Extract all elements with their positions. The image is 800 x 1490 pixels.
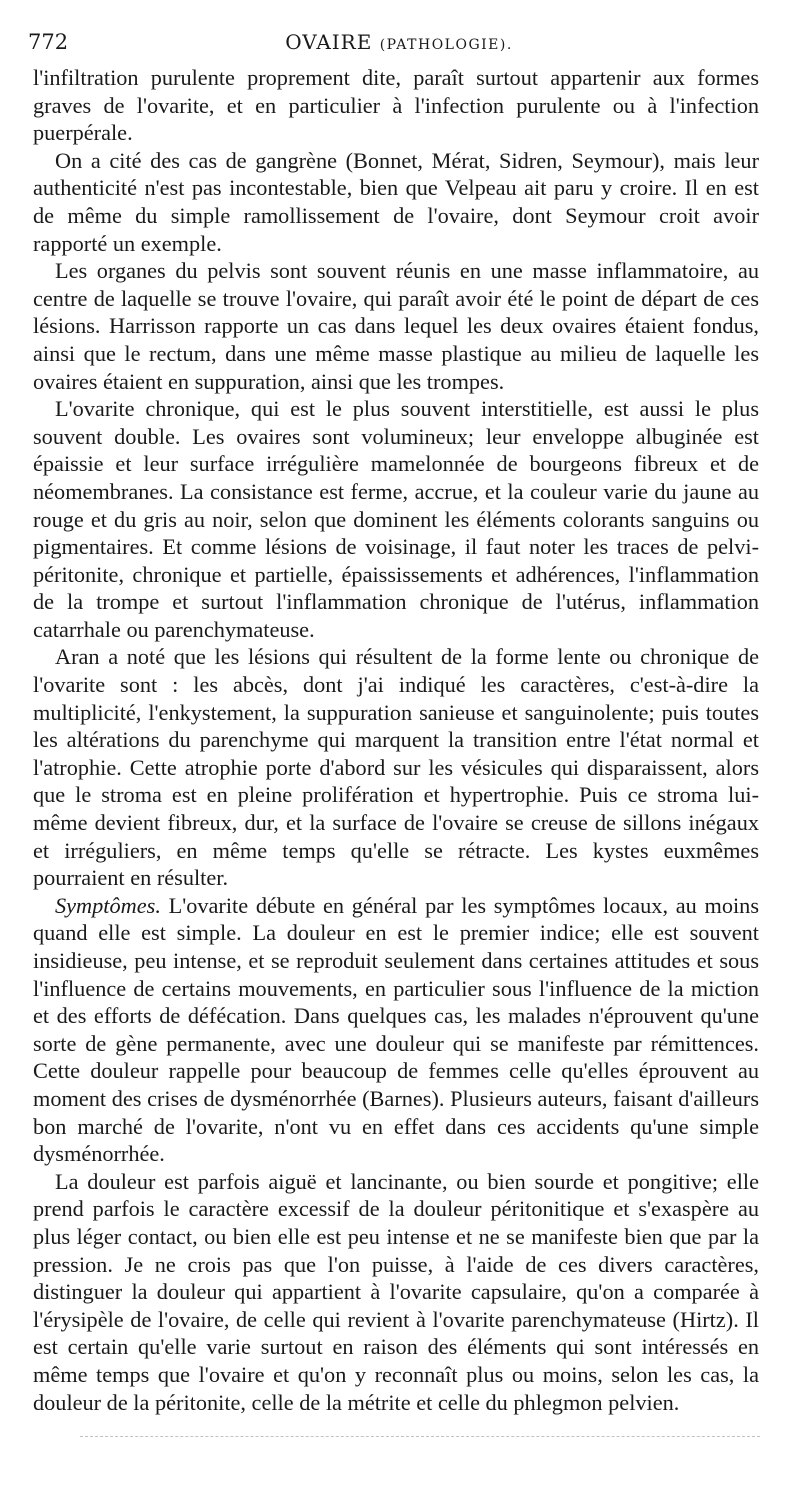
running-title bbox=[28, 30, 770, 54]
running-title-main: OVAIRE bbox=[285, 30, 373, 54]
running-title-subtitle: (PATHOLOGIE). bbox=[379, 37, 513, 53]
paragraph: La douleur est parfois aiguë et lancinante, ou bien sourde et pongitive; elle prend parfois le caractère excessif de la douleur péritonitique et s'exaspère au plus léger contact, ou bien elle est peu intense et ne se manifeste bien que par la pression. Je ne crois pas que l'on puisse, à l'aide de ces divers caractères, distinguer la douleur qui appartient à l'ovarite capsulaire, qu'on a comparée à l'érysipèle de l'ovaire, de celle qui revient à l'ovarite parenchymateuse (Hirtz). Il est certain qu'elle varie surtout en raison des éléments qui sont intéressés en même temps que l'ovaire et qu'on y reconnaît plus ou moins, selon les cas, la douleur de la péritonite, celle de la métrite et celle du phlegmon pelvien. bbox=[33, 1168, 759, 1415]
paragraph: Les organes du pelvis sont souvent réunis en une masse inflammatoire, au centre de laquelle se trouve l'ovaire, qui paraît avoir été le point de départ de ces lésions. Harrisson rapporte un cas dans lequel les deux ovaires étaient fondus, ainsi que le rectum, dans une même masse plastique au milieu de laquelle les ovaires étaient en suppuration, ainsi que les trompes. bbox=[33, 258, 759, 394]
footer-rule bbox=[80, 1436, 760, 1437]
running-header bbox=[28, 30, 770, 60]
paragraph: On a cité des cas de gangrène (Bonnet, Mérat, Sidren, Seymour), mais leur authenticité n'est pas incontestable, bien que Velpeau ait paru y croire. Il en est de même du simple ramollissement de l'ovaire, dont Seymour croit avoir rapporté un exemple. bbox=[33, 147, 759, 256]
paragraph: l'infiltration purulente proprement dite, paraît surtout appartenir aux formes graves de l'ovarite, et en particulier à l'infection purulente ou à l'infection puerpérale. bbox=[33, 65, 759, 146]
page-number: 772 bbox=[28, 30, 69, 54]
body-text bbox=[33, 64, 759, 1416]
paragraph: Aran a noté que les lésions qui résultent de la forme lente ou chronique de l'ovarite sont : les abcès, dont j'ai indiqué les caractères, c'est-à-dire la multiplicité, l'enkystement, la suppuration sanieuse et sanguinolente; puis toutes les altérations du parenchyme qui marquent la transition entre l'état normal et l'atrophie. Cette atrophie porte d'abord sur les vésicules qui disparaissent, alors que le stroma est en pleine prolifération et hypertrophie. Puis ce stroma lui-même devient fibreux, dur, et la surface de l'ovaire se creuse de sillons inégaux et irréguliers, en même temps qu'elle se rétracte. Les kystes euxmêmes pourraient en résulter. bbox=[33, 644, 759, 891]
paragraph-text: L'ovarite débute en général par les symptômes locaux, au moins quand elle est simple. La douleur en est le premier indice; elle est souvent insidieuse, peu intense, et se reproduit seulement dans certaines attitudes et sous l'influence de certains mouvements, en particulier sous l'influence de la miction et des efforts de défécation. Dans quelques cas, les malades n'éprouvent qu'une sorte de gène permanente, avec une douleur qui se manifeste par rémittences. Cette douleur rappelle pour beaucoup de femmes celle qu'elles éprouvent au moment des crises de dysménorrhée (Barnes). Plusieurs auteurs, faisant d'ailleurs bon marché de l'ovarite, n'ont vu en effet dans ces accidents qu'une simple dysménorrhée. bbox=[33, 892, 759, 1167]
paragraph bbox=[33, 892, 759, 1168]
section-heading-symptomes: Symptômes. bbox=[55, 892, 161, 918]
paragraph: L'ovarite chronique, qui est le plus souvent interstitielle, est aussi le plus souvent double. Les ovaires sont volumineux; leur enveloppe albuginée est épaissie et leur surface irrégulière mamelonnée de bourgeons fibreux et de néomembranes. La consistance est ferme, accrue, et la couleur varie du jaune au rouge et du gris au noir, selon que dominent les éléments colorants sanguins ou pigmentaires. Et comme lésions de voisinage, il faut noter les traces de pelvi-péritonite, chronique et partielle, épaississements et adhérences, l'inflammation de la trompe et surtout l'inflammation chronique de l'utérus, inflammation catarrhale ou parenchymateuse. bbox=[33, 396, 759, 642]
